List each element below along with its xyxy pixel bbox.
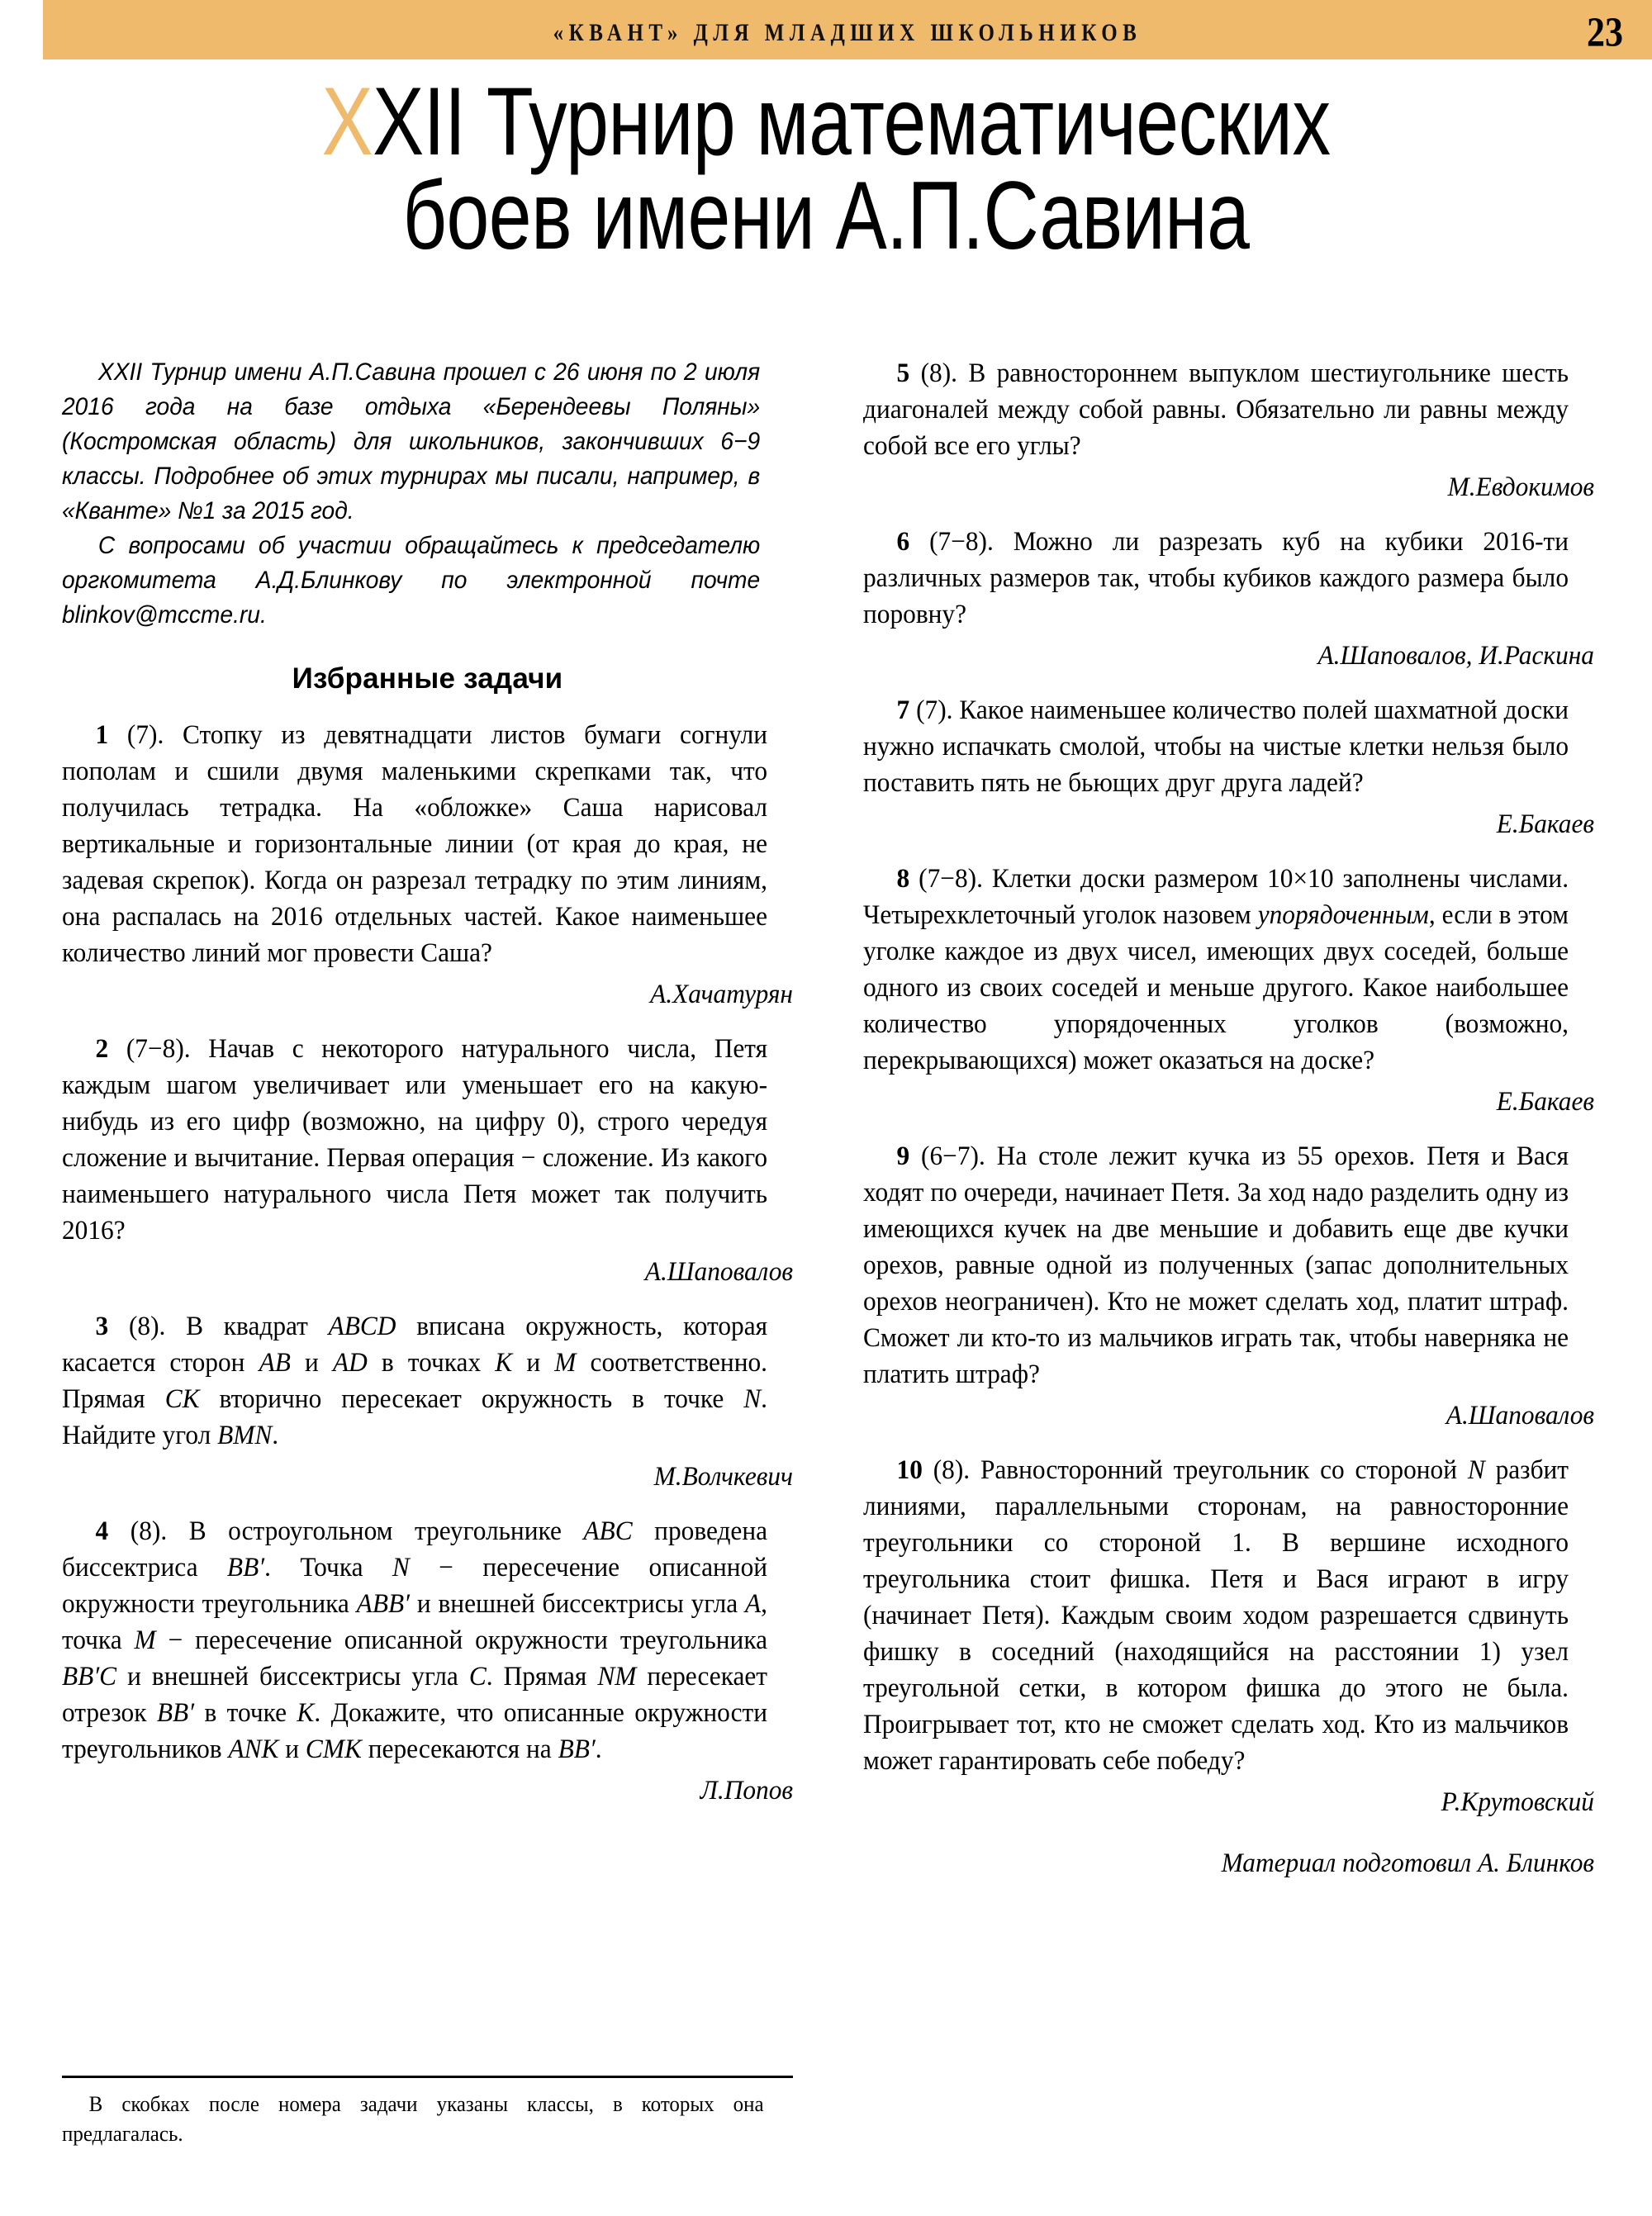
problem-6-text: Можно ли разрезать куб на кубики 2016-ти различных размеров так, чтобы кубиков каждого размера было поровну?: [863, 527, 1569, 629]
problem-1-number: 1: [95, 720, 109, 750]
intro-paragraph-2: С вопросами об участии обращайтесь к председателю оргкомитета А.Д.Блинкову по электронной почте blinkov@mccme.ru.: [62, 532, 761, 629]
article-title-line-1: [73, 67, 1579, 176]
intro-paragraph-1: XXII Турнир имени А.П.Савина прошел с 26 июня по 2 июля 2016 года на базе отдыха «Берендеевы Поляны» (Костромская область) для школьников, закончивших 6−9 классы. Подробнее об этих турнирах мы писали, например, в «Кванте» №1 за 2015 год.: [62, 358, 761, 524]
footnote-divider: [62, 2076, 793, 2078]
left-column: [62, 355, 793, 1809]
problem-10: 10 (8). Равносторонний треугольник со стороной N разбит линиями, параллельными сторонам, на равносторонние треугольники со стороной 1. В вершине исходного треугольника стоит фишка. Петя и Вася играют в игру (начинает Петя). Каждым своим ходом разрешается сдвинуть фишку в соседний (находящийся на расстоянии 1) узел треугольной сетки, в котором фишка до этого не была. Проигрывает тот, кто не сможет сделать ход. Кто из мальчиков может гарантировать себе победу?: [863, 1455, 1569, 1776]
footnote: [62, 2076, 793, 2149]
problem-9-number: 9: [896, 1141, 910, 1171]
title-accent-letter: X: [321, 67, 373, 176]
problem-2-text: Начав с некоторого натурального числа, Петя каждым шагом увеличивает или уменьшает его на какую-нибудь из его цифр (возможно, на цифру 0), строго чередуя сложение и вычитание. Первая операция − сложение. Из какого наименьшего натурального числа Петя может так получить 2016?: [62, 1034, 768, 1246]
problem-5-grades: (8): [920, 358, 952, 388]
problem-10-number: 10: [896, 1455, 923, 1485]
problem-2-author: А.Шаповалов: [644, 1257, 793, 1287]
page-header-banner: [43, 0, 1652, 59]
problem-6-grades: (7−8): [929, 527, 988, 557]
problem-7-grades: (7): [916, 695, 947, 725]
material-credit: Материал подготовил А. Блинков: [1221, 1848, 1594, 1878]
problem-1-text: Стопку из девятнадцати листов бумаги согнули пополам и сшили двумя маленькими скрепками так, что получилась тетрадка. На «обложке» Саша нарисовал вертикальные и горизонтальные линии (от края до края, не задевая скрепок). Когда он разрезал тетрадку по этим линиям, она распалась на 2016 отдельных частей. Какое наименьшее количество линий мог провести Саша?: [62, 720, 768, 968]
problem-8: 8 (7−8). Клетки доски размером 10×10 заполнены числами. Четырехклеточный уголок назовем упорядоченным, если в этом уголке каждое из двух чисел, имеющих двух соседей, больше одного из своих соседей и меньше другого. Какое наибольшее количество упорядоченных уголков (возможно, перекрывающихся) может оказаться на доске?: [863, 864, 1569, 1075]
problem-4-number: 4: [95, 1516, 109, 1546]
problem-3-text: В квадрат ABCD вписана окружность, которая касается сторон AB и AD в точках K и M соответственно. Прямая CK вторично пересекает окружность в точке N. Найдите угол BMN.: [62, 1312, 768, 1450]
problem-8-text: Клетки доски размером 10×10 заполнены числами. Четырехклеточный уголок назовем упорядоченным, если в этом уголке каждое из двух чисел, имеющих двух соседей, больше одного из своих соседей и меньше другого. Какое наибольшее количество упорядоченных уголков (возможно, перекрывающихся) может оказаться на доске?: [863, 864, 1569, 1075]
problem-8-number: 8: [896, 864, 910, 894]
problem-4-author: Л.Попов: [700, 1776, 793, 1806]
footnote-text: В скобках после номера задачи указаны классы, в которых она предлагалась.: [62, 2092, 764, 2146]
problem-9-grades: (6−7): [921, 1141, 980, 1171]
article-body: [62, 355, 1594, 2156]
article-title-line-2: боев имени А.П.Савина: [402, 161, 1250, 270]
problem-7: 7 (7). Какое наименьшее количество полей шахматной доски нужно испачкать смолой, чтобы на чистые клетки нельзя было поставить пять не бьющих друг друга ладей?: [863, 695, 1569, 798]
problem-2-number: 2: [95, 1034, 109, 1064]
problem-10-text: Равносторонний треугольник со стороной N разбит линиями, параллельными сторонам, на равносторонние треугольники со стороной 1. В вершине исходного треугольника стоит фишка. Петя и Вася играют в игру (начинает Петя). Каждым своим ходом разрешается сдвинуть фишку в соседний (находящийся на расстоянии 1) узел треугольной сетки, в котором фишка до этого не была. Проигрывает тот, кто не сможет сделать ход. Кто из мальчиков может гарантировать себе победу?: [863, 1455, 1569, 1776]
problem-3: 3 (8). В квадрат ABCD вписана окружность, которая касается сторон AB и AD в точках K и M соответственно. Прямая CK вторично пересекает окружность в точке N. Найдите угол BMN.: [62, 1312, 768, 1450]
problem-8-grades: (7−8): [919, 864, 977, 894]
problem-4-text: В остроугольном треугольнике ABC проведена биссектриса BB′. Точка N − пересечение описанной окружности треугольника ABB′ и внешней биссектрисы угла A, точка M − пересечение описанной окружности треугольника BB′C и внешней биссектрисы угла C. Прямая NM пересекает отрезок BB′ в точке K. Докажите, что описанные окружности треугольников ANK и CMK пересекаются на BB′.: [62, 1516, 768, 1764]
problem-6-author: А.Шаповалов, И.Раскина: [1317, 641, 1594, 671]
problem-6: 6 (7−8). Можно ли разрезать куб на кубики 2016-ти различных размеров так, чтобы кубиков каждого размера было поровну?: [863, 527, 1569, 629]
problem-8-author: Е.Бакаев: [1496, 1087, 1594, 1117]
problem-5: 5 (8). В равностороннем выпуклом шестиугольнике шесть диагоналей между собой равны. Обязательно ли равны между собой все его углы?: [863, 358, 1569, 461]
problem-3-grades: (8): [128, 1312, 159, 1341]
problem-7-number: 7: [896, 695, 910, 725]
right-column: [863, 355, 1594, 1881]
problem-9-text: На столе лежит кучка из 55 орехов. Петя и Вася ходят по очереди, начинает Петя. За ход надо разделить одну из имеющихся кучек на две меньшие и добавить еще две кучки орехов, равные одной из полученных (запас дополнительных орехов неограничен). Кто не может сделать ход, платит штраф. Сможет ли кто-то из мальчиков играть так, чтобы наверняка не платить штраф?: [863, 1141, 1569, 1389]
running-head: «КВАНТ» ДЛЯ МЛАДШИХ ШКОЛЬНИКОВ: [553, 20, 1142, 46]
problem-1-author: А.Хачатурян: [650, 980, 793, 1009]
page-number: 23: [1587, 9, 1623, 56]
title-line-1-rest: XII Турнир математических: [373, 67, 1331, 176]
problem-10-author: Р.Крутовский: [1441, 1787, 1594, 1817]
problem-1: 1 (7). Стопку из девятнадцати листов бумаги согнули пополам и сшили двумя маленькими скрепками так, что получилась тетрадка. На «обложке» Саша нарисовал вертикальные и горизонтальные линии (от края до края, не задевая скрепок). Когда он разрезал тетрадку по этим линиям, она распалась на 2016 отдельных частей. Какое наименьшее количество линий мог провести Саша?: [62, 720, 768, 968]
problem-2-grades: (7−8): [126, 1034, 184, 1064]
problem-7-author: Е.Бакаев: [1496, 809, 1594, 839]
problem-1-grades: (7): [126, 720, 158, 750]
problem-4: 4 (8). В остроугольном треугольнике ABC проведена биссектриса BB′. Точка N − пересечение описанной окружности треугольника ABB′ и внешней биссектрисы угла A, точка M − пересечение описанной окружности треугольника BB′C и внешней биссектрисы угла C. Прямая NM пересекает отрезок BB′ в точке K. Докажите, что описанные окружности треугольников ANK и CMK пересекаются на BB′.: [62, 1516, 768, 1764]
problem-10-grades: (8): [933, 1455, 964, 1485]
problem-9: 9 (6−7). На столе лежит кучка из 55 орехов. Петя и Вася ходят по очереди, начинает Петя. За ход надо разделить одну из имеющихся кучек на две меньшие и добавить еще две кучки орехов, равные одной из полученных (запас дополнительных орехов неограничен). Кто не может сделать ход, платит штраф. Сможет ли кто-то из мальчиков играть так, чтобы наверняка не платить штраф?: [863, 1141, 1569, 1389]
problem-5-author: М.Евдокимов: [1447, 472, 1594, 502]
problem-5-text: В равностороннем выпуклом шестиугольнике шесть диагоналей между собой равны. Обязательно ли равны между собой все его углы?: [863, 358, 1569, 461]
problem-4-grades: (8): [130, 1516, 161, 1546]
problem-3-author: М.Волчкевич: [653, 1462, 793, 1492]
article-title: [50, 67, 1602, 270]
problem-5-number: 5: [896, 358, 910, 388]
section-heading: Избранные задачи: [292, 662, 563, 695]
problem-3-number: 3: [95, 1312, 109, 1341]
problem-9-author: А.Шаповалов: [1446, 1401, 1594, 1431]
problem-6-number: 6: [896, 527, 910, 557]
problem-7-text: Какое наименьшее количество полей шахматной доски нужно испачкать смолой, чтобы на чистые клетки нельзя было поставить пять не бьющих друг друга ладей?: [863, 695, 1569, 798]
problem-2: 2 (7−8). Начав с некоторого натурального числа, Петя каждым шагом увеличивает или уменьшает его на какую-нибудь из его цифр (возможно, на цифру 0), строго чередуя сложение и вычитание. Первая операция − сложение. Из какого наименьшего натурального числа Петя может так получить 2016?: [62, 1034, 768, 1246]
